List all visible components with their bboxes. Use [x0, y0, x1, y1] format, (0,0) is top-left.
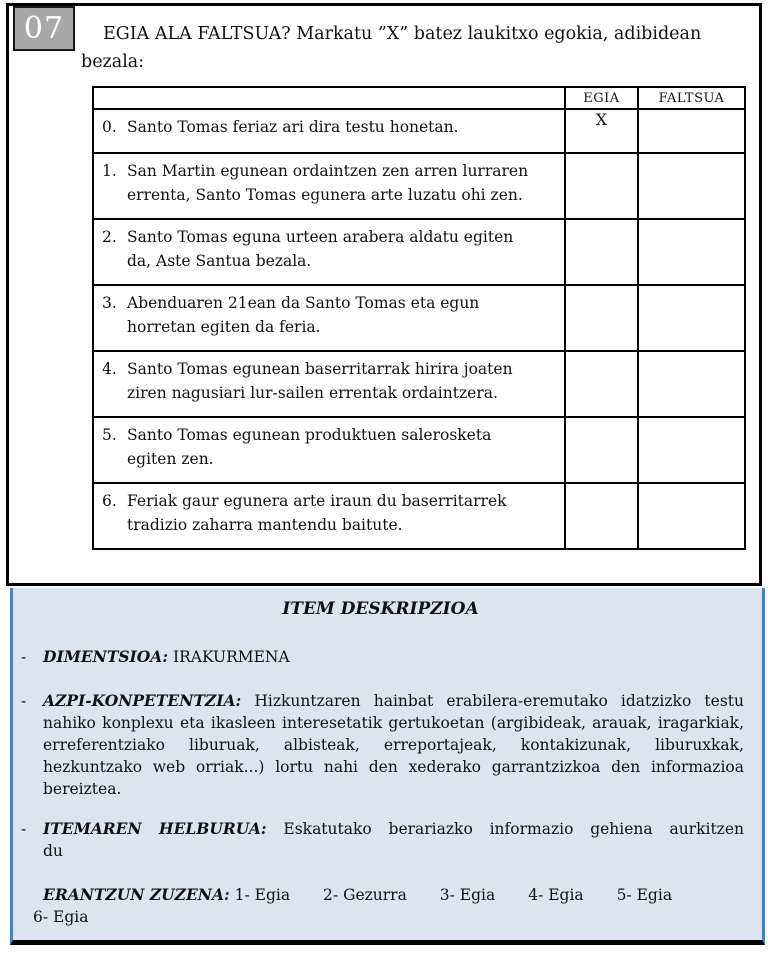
faltsua-answer-box[interactable] — [638, 351, 745, 417]
item-goal-value: Eskatutako berariazko informazio gehiena aurkitzen — [283, 820, 744, 838]
statement-cell: 2. Santo Tomas eguna urteen arabera aldatu egiten da, Aste Santua bezala. — [93, 219, 565, 285]
statement-number: 6. — [102, 492, 117, 510]
statement-cell: 3. Abenduaren 21ean da Santo Tomas eta egun horretan egiten da feria. — [93, 285, 565, 351]
table-row — [93, 351, 745, 417]
subcompetence-value: Hizkuntzaren hainbat erabilera-eremutako idatzizko testu nahiko konplexu eta ikasleen interesetatik gertukoetan (argibideak, arauak, iragarkiak, erreferentziako liburuak, albisteak, erreportajeak, kontakizunak, liburuxkak, hezkuntzako web orriak...) lortu nahi den xederako garrantzizkoa den informazioa bereiztea. — [43, 692, 744, 798]
statement-cell: 5. Santo Tomas egunean produktuen salerosketa egiten zen. — [93, 417, 565, 483]
table-row — [93, 219, 745, 285]
statement-cell: 4. Santo Tomas egunean baserritarrak hirira joaten ziren nagusiari lur-sailen errentak ordaintzera. — [93, 351, 565, 417]
egia-answer-box[interactable] — [565, 219, 638, 285]
faltsua-answer-box[interactable] — [638, 219, 745, 285]
egia-answer-box[interactable] — [565, 417, 638, 483]
item-goal-label: ITEMAREN HELBURUA: — [43, 819, 267, 838]
bullet-dash: - — [21, 820, 27, 838]
table-row — [93, 285, 745, 351]
statement-number: 5. — [102, 426, 117, 444]
subcompetence-bullet — [17, 690, 744, 800]
table-row — [93, 417, 745, 483]
faltsua-answer-box[interactable] — [638, 109, 745, 153]
answer-item: 5- Egia — [616, 886, 673, 904]
statement-number: 0. — [102, 118, 117, 136]
bullet-dash: - — [21, 692, 27, 710]
question-box — [6, 3, 762, 586]
faltsua-answer-box[interactable] — [638, 153, 745, 219]
table-row — [93, 483, 745, 549]
subcompetence-label: AZPI-KONPETENTZIA: — [43, 691, 242, 710]
faltsua-answer-box[interactable] — [638, 417, 745, 483]
table-row — [93, 109, 745, 153]
answer-item: 4- Egia — [528, 886, 584, 904]
egia-answer-box[interactable] — [565, 285, 638, 351]
statement-cell: 6. Feriak gaur egunera arte iraun du baserritarrek tradizio zaharra mantendu baitute. — [93, 483, 565, 549]
item-number-badge: 07 — [13, 6, 75, 51]
faltsua-answer-box[interactable] — [638, 285, 745, 351]
table-header-row — [93, 87, 745, 109]
statement-cell: 0. Santo Tomas feriaz ari dira testu honetan. — [93, 109, 565, 153]
true-false-table — [92, 86, 746, 550]
statement-number: 3. — [102, 294, 117, 312]
subcompetence-text — [43, 690, 744, 800]
answer-item: 3- Egia — [439, 886, 496, 904]
answer-item: 2- Gezurra — [323, 886, 407, 904]
faltsua-answer-box[interactable] — [638, 483, 745, 549]
panel-title: ITEM DESKRIPZIOA — [282, 599, 479, 619]
answer-item: 6- Egia — [33, 908, 89, 926]
table-row — [93, 153, 745, 219]
dimension-label: DIMENTSIOA: — [43, 647, 169, 666]
egia-answer-box[interactable]: X — [565, 109, 638, 153]
item-goal-text — [43, 818, 744, 862]
dimension-text — [43, 646, 744, 668]
statement-number: 4. — [102, 360, 117, 378]
egia-answer-box[interactable] — [565, 153, 638, 219]
header-empty-cell — [93, 87, 565, 109]
question-heading: EGIA ALA FALTSUA? Markatu ”X” batez laukitxo egokia, adibidean bezala: — [81, 24, 702, 72]
egia-column-header: EGIA — [565, 87, 638, 109]
item-description-panel — [10, 588, 765, 945]
egia-answer-box[interactable] — [565, 351, 638, 417]
egia-answer-box[interactable] — [565, 483, 638, 549]
item-goal-bullet — [17, 818, 744, 862]
statement-number: 1. — [102, 162, 117, 180]
statement-number: 2. — [102, 228, 117, 246]
faltsua-column-header: FALTSUA — [638, 87, 745, 109]
dimension-bullet — [17, 646, 744, 668]
correct-answers-block — [33, 884, 744, 928]
correct-answers-line1 — [43, 884, 744, 906]
statement-cell: 1. San Martin egunean ordaintzen zen arren lurraren errenta, Santo Tomas egunera arte luzatu ohi zen. — [93, 153, 565, 219]
answer-item: 1- Egia — [234, 886, 291, 904]
item-goal-value-wrap: du — [43, 842, 63, 860]
bullet-dash: - — [21, 648, 27, 666]
correct-answers-label: ERANTZUN ZUZENA: — [43, 885, 230, 904]
dimension-value: IRAKURMENA — [173, 648, 290, 666]
